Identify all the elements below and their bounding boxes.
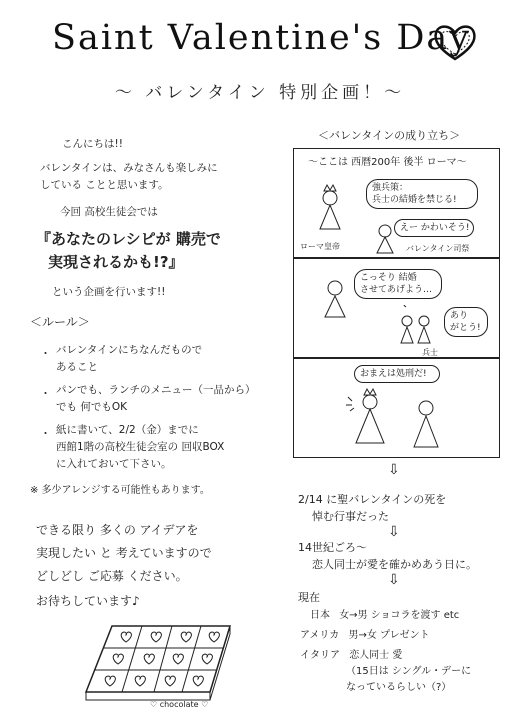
intro-line-1: バレンタインは、みなさんも楽しみに: [40, 162, 218, 174]
heart-icon: [432, 22, 478, 62]
country-row-america: [300, 628, 430, 643]
rule-3-line-2: 西館1階の高校生徒会室の 回収BOX: [56, 441, 225, 453]
step-3-heading: 現在: [298, 591, 320, 604]
comic-panel-2: [293, 258, 500, 358]
plan-text: という企画を行います!!: [52, 286, 166, 298]
speech-bubble-pity: えー かわいそう!: [394, 219, 474, 237]
rule-1-line-1: バレンタインにちなんだもので: [56, 344, 203, 356]
single-day-note-1: （15日は シングル・デーに: [346, 666, 472, 677]
emperor-figure: [312, 183, 352, 233]
country-name: イタリア: [300, 650, 340, 661]
secret-bubble-line-2: させてあげよう…: [360, 285, 433, 295]
panel-1-caption: 〜ここは 西暦200年 後半 ローマ〜: [308, 157, 467, 168]
bullet-icon: ・: [40, 347, 51, 360]
country-row-italy: [300, 648, 402, 663]
closing-line-1: できる限り 多くの アイデアを: [36, 523, 199, 537]
emperor-bubble-line-1: 強兵策：: [372, 183, 409, 193]
secret-bubble-line-1: こっそり 結婚: [360, 273, 417, 283]
arrow-down-icon: ⇩: [388, 572, 400, 588]
rules-heading: ＜ルール＞: [30, 315, 90, 329]
speech-bubble-secret: [354, 269, 442, 299]
emperor-figure: [346, 387, 394, 447]
label-soldier: 兵士: [422, 348, 438, 357]
priest-figure: [320, 279, 350, 319]
rule-2-line-1: パンでも、ランチのメニュー（一品から）: [56, 384, 256, 396]
arrow-down-icon: ⇩: [388, 462, 400, 478]
rule-3-line-3: に入れておいて下さい。: [56, 458, 172, 470]
headline-line-2: 実現されるかも!?』: [48, 253, 184, 271]
note: ※ 多少アレンジする可能性もあります。: [30, 485, 210, 496]
closing-line-3: どしどし ご応募 ください。: [36, 569, 188, 583]
comic-panel-1: [293, 148, 500, 258]
country-text: 女→男 ショコラを渡す etc: [339, 610, 460, 621]
closing-line-2: 実現したい と 考えていますので: [36, 546, 212, 560]
chocolate-bar-illustration: [74, 620, 234, 710]
rule-1-line-2: あること: [56, 361, 98, 373]
emperor-bubble-line-2: 兵士の結婚を禁じる!: [372, 195, 457, 205]
speech-bubble-emperor: [366, 179, 478, 209]
bullet-icon: ・: [40, 387, 51, 400]
chocolate-label: ♡ chocolate ♡: [150, 700, 209, 709]
single-day-note-2: なっているらしい（?）: [346, 682, 452, 693]
speech-bubble-thanks: [444, 307, 488, 337]
step-2-line-1: 14世紀ごろ〜: [298, 541, 367, 554]
rule-2-line-2: でも 何でもOK: [56, 401, 127, 413]
bullet-icon: ・: [40, 427, 51, 440]
label-valentine: バレンタイン司祭: [406, 244, 470, 253]
couple-figures: [398, 305, 434, 349]
priest-figure: [372, 223, 398, 255]
step-1-line-1: 2/14 に聖バレンタインの死を: [298, 493, 447, 506]
headline-line-1: 『あなたのレシピが 購売で: [36, 230, 221, 248]
comic-panel-3: [293, 358, 500, 458]
thanks-bubble-line-1: あり: [450, 311, 469, 321]
step-2-line-2: 恋人同士が愛を確かめあう日に。: [312, 558, 477, 571]
country-name: 日本: [310, 610, 330, 621]
intro-line-2: している ことと思います。: [40, 179, 169, 191]
origin-heading: ＜バレンタインの成り立ち＞: [318, 129, 461, 142]
greeting: こんにちは!!: [62, 138, 123, 150]
arrow-down-icon: ⇩: [388, 524, 400, 540]
priest-figure: [410, 399, 442, 449]
title-banner: [0, 8, 512, 68]
label-emperor: ローマ皇帝: [300, 242, 340, 251]
country-text: 男→女 プレゼント: [348, 630, 430, 641]
intro-line-3: 今回 高校生徒会では: [60, 206, 158, 218]
country-name: アメリカ: [300, 630, 340, 641]
closing-line-4: お待ちしています♪: [36, 594, 140, 608]
country-row-japan: [310, 608, 459, 623]
step-1-line-2: 悼む行事だった: [312, 510, 389, 523]
speech-bubble-execute: おまえは処刑だ!: [354, 365, 440, 383]
country-text: 恋人同士 愛: [349, 650, 403, 661]
subtitle: 〜 バレンタイン 特別企画！〜: [114, 83, 406, 103]
thanks-bubble-line-2: がとう!: [450, 323, 481, 333]
rule-3-line-1: 紙に書いて、2/2（金）までに: [56, 424, 199, 436]
page-title: Saint Valentine's Day: [52, 18, 472, 58]
